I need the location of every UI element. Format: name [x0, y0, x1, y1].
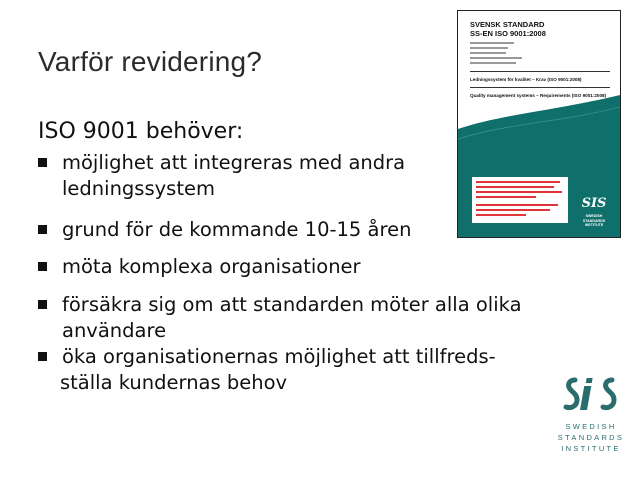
- notice-line: [476, 196, 536, 198]
- sis-mark-icon: [582, 195, 606, 209]
- cover-logo-text: SWEDISH: [585, 214, 603, 218]
- bullet-item: [38, 292, 562, 344]
- notice-line: [476, 191, 562, 193]
- notice-line: [476, 186, 554, 188]
- cover-fine-print: [470, 62, 516, 64]
- bullet-text-cont: ställa kundernas behov: [60, 371, 288, 394]
- cover-fine-print: [470, 42, 514, 44]
- cover-standard-number: SS-EN ISO 9001:2008: [470, 29, 546, 38]
- cover-title-english: Quality management systems – Requirements (ISO 9001:2008): [470, 93, 607, 98]
- notice-line: [476, 204, 558, 206]
- cover-title-swedish: Ledningssystem för kvalitet – Krav (ISO 9001:2008): [470, 77, 582, 82]
- slide-title: Varför revidering?: [38, 46, 263, 77]
- notice-line: [476, 181, 560, 183]
- logo-text: SWEDISH: [565, 422, 617, 431]
- logo-text: INSTITUTE: [561, 444, 621, 453]
- cover-logo-text: STANDARDS: [582, 218, 606, 223]
- cover-fine-print: [470, 52, 506, 54]
- cover-rule: [470, 71, 610, 72]
- bullet-text: grund för de kommande 10-15 åren: [62, 218, 412, 241]
- bullet-square-icon: [38, 352, 47, 361]
- standard-cover-image: [457, 10, 621, 238]
- cover-notice-box: [472, 177, 568, 223]
- bullet-item: [38, 150, 462, 202]
- cover-rule: [470, 87, 610, 88]
- bullet-item: [38, 344, 562, 396]
- bullet-square-icon: [38, 158, 47, 167]
- cover-header: SVENSK STANDARD: [470, 20, 545, 29]
- bullet-square-icon: [38, 262, 47, 271]
- bullet-text-cont: ledningssystem: [62, 177, 215, 200]
- bullet-item: [38, 254, 562, 280]
- bullet-text: försäkra sig om att standarden möter alla olika: [62, 293, 522, 316]
- notice-line: [476, 214, 526, 216]
- cover-fine-print: [470, 57, 522, 59]
- cover-logo-text: INSTITUTE: [584, 223, 604, 227]
- cover-sis-logo: [582, 195, 606, 228]
- bullet-text: möta komplexa organisationer: [62, 255, 361, 278]
- cover-fine-print: [470, 47, 508, 49]
- sis-mark-icon: [561, 376, 621, 416]
- svg-text:SIS: SIS: [582, 196, 606, 209]
- subheading: ISO 9001 behöver:: [38, 119, 244, 144]
- sis-logo: [556, 376, 626, 454]
- notice-line: [476, 209, 550, 211]
- bullet-text: öka organisationernas möjlighet att tillfreds-: [62, 345, 496, 368]
- bullet-square-icon: [38, 225, 47, 234]
- bullet-square-icon: [38, 300, 47, 309]
- bullet-text: möjlighet att integreras med andra: [62, 151, 406, 174]
- logo-text: STANDARDS: [557, 433, 625, 442]
- bullet-text-cont: användare: [62, 319, 167, 342]
